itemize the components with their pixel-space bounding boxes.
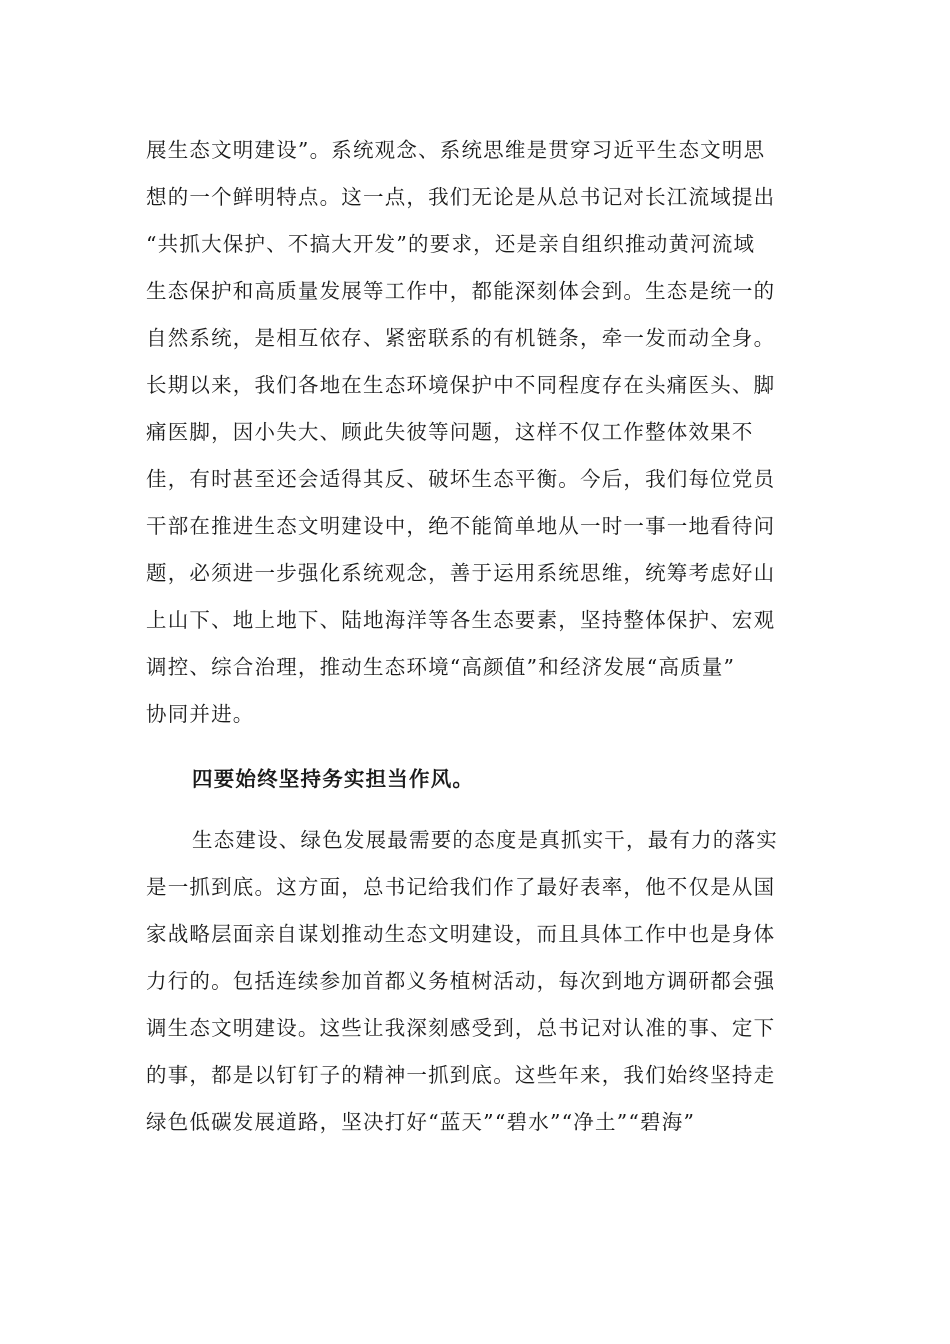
- paragraph-1-line: 题，必须进一步强化系统观念，善于运用系统思维，统筹考虑好山: [146, 561, 776, 585]
- paragraph-1-line: 展生态文明建设”。系统观念、系统思维是贯穿习近平生态文明思: [146, 138, 766, 162]
- paragraph-1-line: 痛医脚，因小失大、顾此失彼等问题，这样不仅工作整体效果不: [146, 420, 754, 444]
- paragraph-1-line: 自然系统，是相互依存、紧密联系的有机链条，牵一发而动全身。: [146, 326, 776, 350]
- paragraph-1-line: 上山下、地上地下、陆地海洋等各生态要素，坚持整体保护、宏观: [146, 608, 776, 632]
- paragraph-1-line: 调控、综合治理，推动生态环境“高颜值”和经济发展“高质量”: [146, 655, 736, 679]
- paragraph-2-line: 家战略层面亲自谋划推动生态文明建设，而且具体工作中也是身体: [146, 922, 776, 946]
- paragraph-2-line: 调生态文明建设。这些让我深刻感受到，总书记对认准的事、定下: [146, 1016, 776, 1040]
- paragraph-1-line: 生态保护和高质量发展等工作中，都能深刻体会到。生态是统一的: [146, 279, 776, 303]
- paragraph-1-line: 长期以来，我们各地在生态环境保护中不同程度存在头痛医头、脚: [146, 373, 776, 397]
- paragraph-2-line: 的事，都是以钉钉子的精神一抓到底。这些年来，我们始终坚持走: [146, 1063, 776, 1087]
- paragraph-1-line: “共抓大保护、不搞大开发”的要求，还是亲自组织推动黄河流域: [146, 232, 756, 256]
- paragraph-2-line: 绿色低碳发展道路，坚决打好“蓝天”“碧水”“净土”“碧海”: [146, 1110, 696, 1134]
- paragraph-1-line: 佳，有时甚至还会适得其反、破坏生态平衡。今后，我们每位党员: [146, 467, 776, 491]
- paragraph-2-line: 生态建设、绿色发展最需要的态度是真抓实干，最有力的落实: [192, 828, 778, 852]
- section-heading: 四要始终坚持务实担当作风。: [192, 767, 475, 791]
- paragraph-2-line: 力行的。包括连续参加首都义务植树活动，每次到地方调研都会强: [146, 969, 776, 993]
- paragraph-1-line: 想的一个鲜明特点。这一点，我们无论是从总书记对长江流域提出: [146, 185, 776, 209]
- paragraph-1-line: 干部在推进生态文明建设中，绝不能简单地从一时一事一地看待问: [146, 514, 776, 538]
- paragraph-2-line: 是一抓到底。这方面，总书记给我们作了最好表率，他不仅是从国: [146, 875, 776, 899]
- paragraph-1-line: 协同并进。: [146, 702, 255, 726]
